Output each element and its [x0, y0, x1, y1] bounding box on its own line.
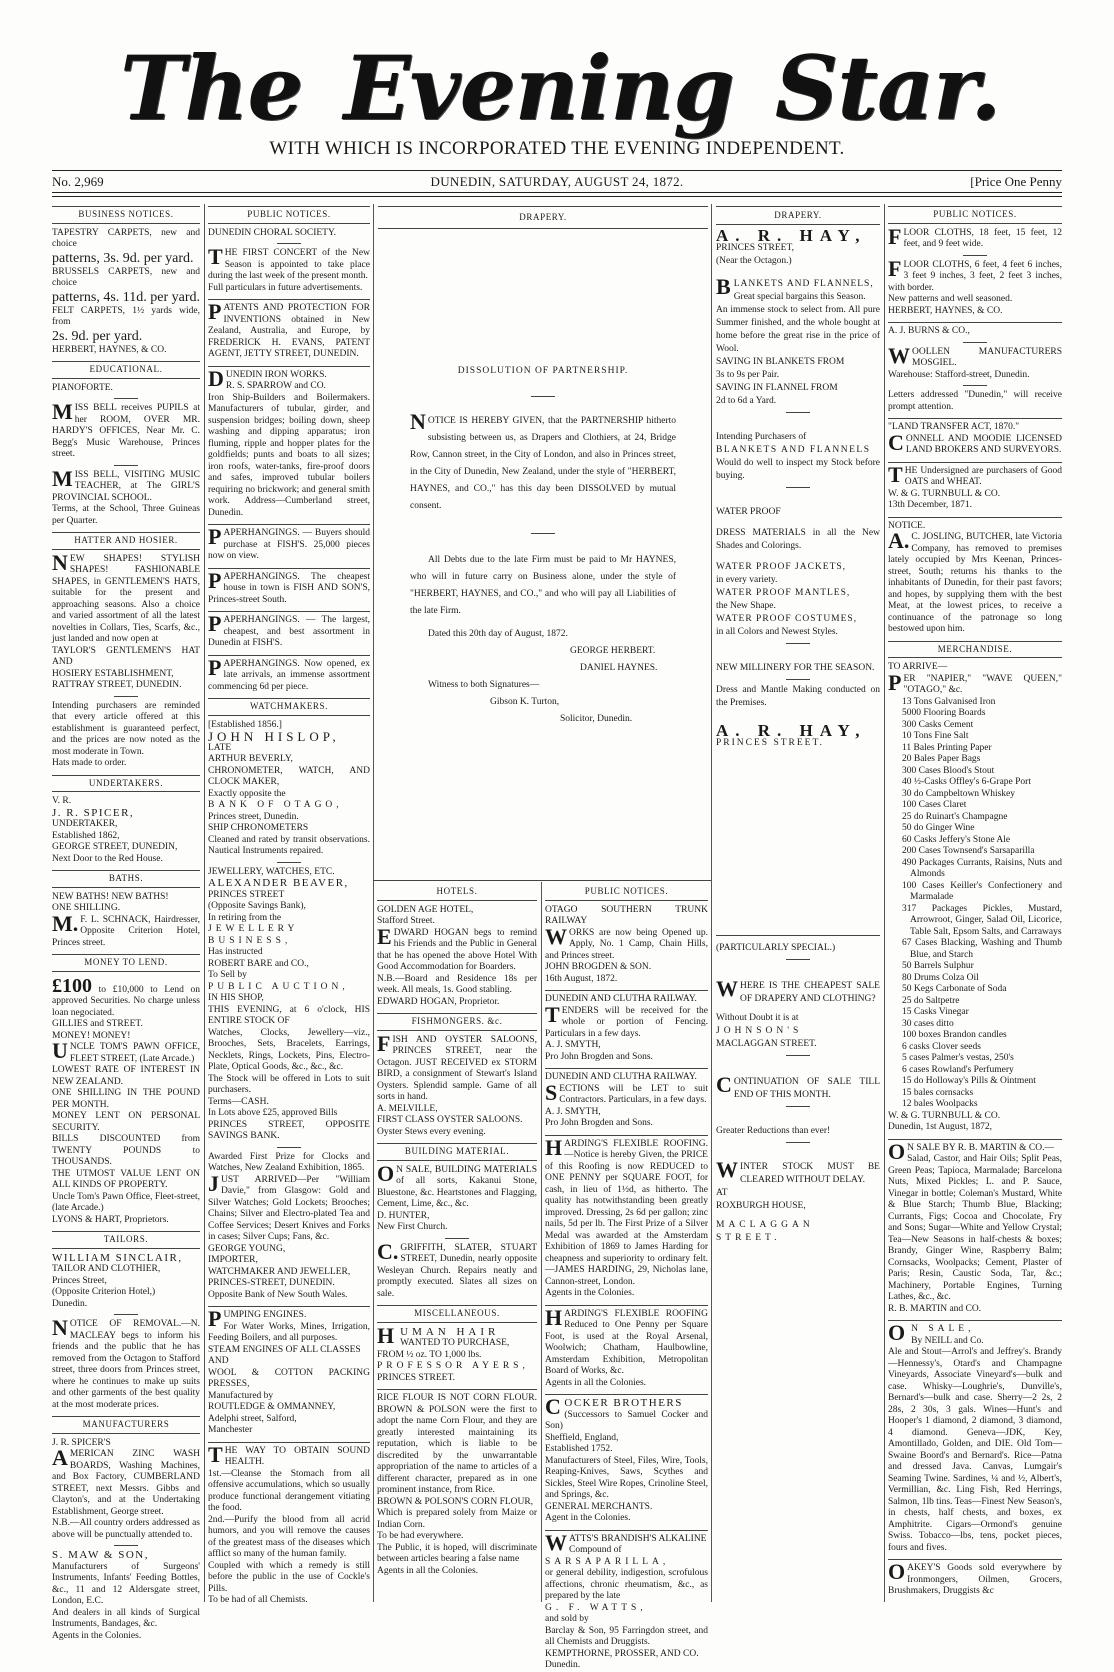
pumping-engines-ad: PUMPING ENGINES. For Water Works, Mines, Irrigation, Feeding Boilers, and all purposes. STEAM ENGINES OF ALL CLASSES AND WOOL & COTTON PACKING PRESSES, Manufactured by ROUTLEDGE & OMMANNEY, Adelphi street, Salford, Manchester	[208, 1306, 370, 1435]
title-word-evening: Evening	[343, 35, 734, 140]
merchandise-item: 20 Bales Paper Bags	[902, 754, 981, 764]
human-hair-ad: HUMAN HAIR WANTED TO PURCHASE, FROM ½ oz. TO 1,000 lbs. PROFESSOR AYERS, PRINCES STREET.	[377, 1322, 529, 1383]
merchandise-item: 50 do Ginger Wine	[902, 823, 975, 833]
merchandise-item: 100 boxes Brandon candles	[902, 1030, 1007, 1040]
column-rule	[373, 204, 374, 1602]
section-heading: BATHS.	[52, 870, 200, 888]
merchandise-item: 25 do Ruinart's Champagne	[902, 811, 1008, 822]
public-notices-column	[545, 884, 708, 1670]
section-heading: HATTER AND HOSIER.	[52, 532, 200, 550]
column-1	[52, 206, 200, 1641]
section-heading: HOTELS.	[377, 884, 537, 901]
martin-sale-ad: ON SALE BY R. B. MARTIN & CO.— Salad, Castor, and Hair Oils; Split Peas, Green Peas; Tapioca, Marmalade; Barcelona Nuts, Mixed Pickles; L. and P. Sauce, Vinegar in bottle; Coleman's Mustard, White & Blue Starch; Thumb Blue, Blacking; Currants, Figs; Cocoa and Chocolate, Fry and Sons; Sugar—White and Yellow Crystal; Tea—New Seasons in half-chests & boxes; Brandy, Ginger Wine, Raspberry Balm; Cornsacks, Woolpacks; Cement, Plaster of Paris; Resin, Caustic Soda, Tar, &c.; Machinery, Portable Engines, Turning Lathes, &c., &c. R. B. MARTIN and CO.	[888, 1138, 1062, 1314]
section-heading: BUILDING MATERIAL.	[377, 1143, 537, 1161]
merchandise-item: 15 Casks Vinegar	[902, 1007, 969, 1017]
money-ad: £100 to £10,000 to Lend on approved Securities. No charge unless loan negociated. GILLIES and STREET. MONEY! MONEY! UNCLE TOM'S PAWN OFFICE, FLEET STREET, (Late Arcade.) LOWEST RATE OF INTEREST IN NEW ZEALAND. ONE SHILLING IN THE POUND PER MONTH. MONEY LENT ON PERSONAL SECURITY. BILLS DISCOUNTED from TWENTY POUNDS to THOUSANDS. THE UTMOST VALUE LENT ON ALL KINDS OF PROPERTY. Uncle Tom's Pawn Office, Fleet-street, (late Arcade.) LYONS & HART, Proprietors.	[52, 974, 200, 1225]
hay-drapery-ad: A. R. HAY, PRINCES STREET, (Near the Octagon.) BLANKETS AND FLANNELS, Great special bargains this Season. An immense stock to select from. All pure Summer finished, and the whole bought at home before the great rise in the price of Wool. SAVING IN BLANKETS FROM 3s to 9s per Pair. SAVING IN FLANNEL FROM 2d to 6d a Yard. Intending Purchasers of BLANKETS AND FLANNELS Would do well to inspect my Stock before buying. WATER PROOF DRESS MATERIALS in all the New Shades and Colorings. WATER PROOF JACKETS, in every variety. WATER PROOF MANTLES, the New Shape. WATER PROOF COSTUMES, in all Colors and Newest Styles. NEW MILLINERY FOR THE SEASON. Dress and Mantle Making conducted on the Premises. A. R. HAY, PRINCES STREET.	[716, 226, 880, 748]
dateline	[52, 172, 1062, 192]
baths-ad: NEW BATHS! NEW BATHS! ONE SHILLING. M.F. L. SCHNACK, Hairdresser, Opposite Criterion Hotel, Princes street.	[52, 891, 200, 948]
issue-price: [Price One Penny	[970, 174, 1062, 189]
merchandise-item: 200 Cases Townsend's Sarsaparilla	[902, 846, 1035, 856]
merchandise-item: 80 Drums Colza Oil	[902, 972, 979, 983]
title-word-the: The	[120, 35, 303, 140]
column-rule	[884, 204, 885, 1602]
carpets-ad: TAPESTRY CARPETS, new and choice patterns, 3s. 9d. per yard. BRUSSELS CARPETS, new and choice patterns, 4s. 11d. per yard. FELT CARPETS, 1½ yards wide, from 2s. 9d. per yard. HERBERT, HAYNES, & CO.	[52, 227, 200, 355]
railway-ad: OTAGO SOUTHERN TRUNK RAILWAY WORKS are now being Opened up. Apply, No. 1 Camp, Chain Hills, and Princes street. JOHN BROGDEN & SON. 16th August, 1872.	[545, 904, 708, 984]
manufacturers-ad: J. R. SPICER'S AMERICAN ZINC WASH BOARDS, Washing Machines, and Box Factory, CUMBERLAND STREET, next Messrs. Gibbs and Clayton's, and at the Undertaking Establishment, George street. N.B.—All country orders addressed as above will be punctually attended to. S. MAW & SON, Manufacturers of Surgeons' Instruments, Infants' Feeding Bottles, &c., 11 and 12 Aldersgate street, London, E.C. And dealers in all kinds of Surgical Instruments, Bandages, &c. Agents in the Colonies.	[52, 1437, 200, 1641]
health-ad: THE WAY TO OBTAIN SOUND HEALTH. 1st.—Cleanse the Stomach from all offensive accumulations, which so usually produce functional derangement vitiating the food. 2nd.—Purify the blood from all acrid humors, and you will remove the causes of the greatest mass of the diseases which afflict so many of the human family. Coupled with which a remedy is still before the public in the use of Cockle's Pills. To be had of all Chemists.	[208, 1441, 370, 1605]
corn-flour-ad: RICE FLOUR IS NOT CORN FLOUR. BROWN & POLSON were the first to adopt the name Corn Flour, and they are greatly interested maintaining its reputation, which is liable to be discredited by the unwarrantable appropriation of the name to articles of a different character, prepared as in one prominent instance, from Rice. BROWN & POLSON'S CORN FLOUR, Which is prepared solely from Maize or Indian Corn. To be had everywhere. The Public, it is hoped, will discriminate between articles bearing a false name Agents in all the Colonies.	[377, 1389, 537, 1577]
merchandise-item: 60 Casks Jeffery's Stone Ale	[902, 834, 1011, 845]
drapery-bottom-rule	[373, 880, 711, 881]
column-rule	[541, 882, 542, 1602]
merchandise-item: 300 Casks Cement	[902, 719, 974, 730]
merchandise-item: 10 Tons Fine Salt	[902, 731, 969, 741]
merchandise-item: 5 cases Palmer's vestas, 250's	[902, 1053, 1014, 1063]
column-5	[888, 206, 1062, 1602]
undertaker-ad: V. R. J. R. SPICER, UNDERTAKER, Established 1862, GEORGE STREET, DUNEDIN, Next Door to the Red House.	[52, 796, 178, 864]
merchandise-item: 6 casks Clover seeds	[902, 1041, 981, 1052]
section-heading: MONEY TO LEND.	[52, 954, 200, 972]
merchandise-item: 40 ½-Casks Offley's 6-Grape Port	[902, 777, 1031, 787]
section-heading: FISHMONGERS. &c.	[377, 1013, 537, 1031]
hatter-ad: NEW SHAPES! STYLISH SHAPES! FASHIONABLE SHAPES, in GENTLEMEN'S HATS, suitable for the present and approaching seasons. Also a choice and varied assortment of all the latest novelties in Collars, Ties, Scarfs, &c., just landed and now open at TAYLOR'S GENTLEMEN'S HAT AND HOSIERY ESTABLISHMENT, RATTRAY STREET, DUNEDIN. Intending purchasers are reminded that every article offered at this establishment is guaranteed perfect, and the prices are now noted as the most moderate in Town. Hats made to order.	[52, 549, 200, 768]
sarsaparilla-ad: WATTS'S BRANDISH'S ALKALINE Compound of SARSAPARILLA, or general debility, indigestion, scrofulous affections, chronic rheumatism, &c., as prepared by the late G. F. WATTS, and sold by Barclay & Son, 95 Farringdon street, and all Chemists and Druggists. KEMPTHORNE, PROSSER, AND CO. Dunedin.	[545, 1529, 708, 1670]
section-heading: WATCHMAKERS.	[208, 698, 370, 716]
section-heading: DRAPERY.	[378, 206, 708, 229]
clutha-railway-ad-2: DUNEDIN AND CLUTHA RAILWAY. SECTIONS will be LET to suit Contractors. Particulars, in a few days. A. J. SMYTH, Pro John Brogden and Sons.	[545, 1068, 708, 1130]
oyster-saloon-ad: FISH AND OYSTER SALOONS, PRINCES STREET, near the Octagon. JUST RECEIVED ex STORM BIRD, a consignment of Stewart's Island Oysters. Splendid sample. Game of all sorts in hand. A. MELVILLE, FIRST CLASS OYSTER SALOONS. Oyster Stews every evening.	[377, 1030, 537, 1137]
dateline-rule	[52, 192, 1062, 193]
merchandise-item: 30 cases ditto	[902, 1018, 954, 1029]
merchandise-item: 67 Cases Blacking, Washing and Thumb Blue, and Starch	[902, 938, 1062, 960]
paperhangings-ad: PAPERHANGINGS. The cheapest house in town is FISH AND SON'S, Princes-street South.	[208, 567, 370, 605]
section-heading: MANUFACTURERS	[52, 1416, 200, 1434]
drapery-notice: DRAPERY. DISSOLUTION OF PARTNERSHIP. NOTICE IS HEREBY GIVEN, that the PARTNERSHIP hitherto subsisting between us, as Drapers and Clothiers, at 24, Bridge Row, Cannon street, in the City of London, and also in Princes street, in the City of Dunedin, New Zealand, under the style of "HERBERT, HAYNES, and CO.," has this day been DISSOLVED by mutual consent. All Debts due to the late Firm must be paid to Mr HAYNES, who will in future carry on Business alone, under the style of "HERBERT, HAYNES, and CO.," and who will pay all Liabilities of the late Firm. Dated this 20th day of August, 1872. GEORGE HERBERT. DANIEL HAYNES. Witness to both Signatures— Gibson K. Turton, Solicitor, Dunedin.	[378, 206, 708, 878]
merchandise-item: 100 Cases Keiller's Confectionery and Marmalade	[902, 880, 1062, 902]
merchandise-item: 11 Bales Printing Paper	[902, 742, 992, 753]
butcher-notice: NOTICE. A.C. JOSLING, BUTCHER, late Victoria Company, has removed to premises lately occupied by Mrs Keenan, Princes-street, South; returns his thanks to the inhabitants of Dunedin, for their past favors; and hopes, by supplying them with the best Meat, at the lowest prices, to receive a continuance of the patronage so long bestowed upon him.	[888, 517, 1062, 636]
oats-ad: THE Undersigned are purchasers of Good OATS and WHEAT. W. & G. TURNBULL & CO. 13th December, 1871.	[888, 461, 1062, 510]
merchandise-item: 317 Packages Pickles, Mustard, Arrowroot, Ginger, Salad Oil, Licorice, Table Salt, Epsom Salts, and Carraways	[902, 903, 1062, 937]
merchandise-item: 30 do Campbeltown Whiskey	[902, 788, 1016, 799]
merchandise-item: 6 cases Rowland's Perfumery	[902, 1064, 1014, 1075]
roofing-ad-2: HARDING'S FLEXIBLE ROOFING Reduced to One Penny per Square Foot, is used at the Royal Arsenal, Woolwich; Chatham, Haulbowline, Amsterdam Exhibition, Metropolitan Board of Works, &c. Agents in all the Colonies.	[545, 1304, 708, 1388]
choral-society-ad: DUNEDIN CHORAL SOCIETY. THE FIRST CONCERT of the New Season is appointed to take place during the last week of the present month. Full particulars in future advertisements.	[208, 227, 370, 293]
merchandise-item: 13 Tons Galvanised Iron	[902, 696, 996, 707]
land-transfer-ad: "LAND TRANSFER ACT, 1870." CONNELL AND MOODIE LICENSED LAND BROKERS AND SURVEYORS.	[888, 418, 1062, 457]
merchandise-item: 25 do Saltpetre	[902, 995, 960, 1006]
dateline-rule-2	[52, 196, 1062, 197]
merchandise-item: 100 Cases Claret	[902, 800, 967, 810]
section-heading: MISCELLANEOUS.	[377, 1305, 537, 1323]
issue-date: DUNEDIN, SATURDAY, AUGUST 24, 1872.	[430, 174, 684, 189]
paperhangings-ad: PAPERHANGINGS. — The largest, cheapest, and best assortment in Dunedin at FISH'S.	[208, 611, 370, 648]
section-heading: PUBLIC NOTICES.	[888, 206, 1062, 224]
merchandise-item: 300 Cases Blood's Stout	[902, 765, 995, 776]
roofing-ad: HARDING'S FLEXIBLE ROOFING. —Notice is hereby Given, the PRICE of this Roofing is now REDUCED to ONE PENNY per SQUARE FOOT, for cash, in lieu of 1½d, as hitherto. The quality has notwithstanding been greatly improved. Dressing, 2s 6d per gallon; zinc nails, 5d per lb. The First Prize of a Silver Medal was awarded at the Amsterdam Exhibition of 1869 to James Harding for cheapness and superiority to ordinary felt.—JAMES HARDING, 29, Nicholas lane, Cannon-street, London. Agents in the Colonies.	[545, 1134, 708, 1298]
section-heading: DRAPERY.	[716, 206, 880, 225]
title-word-star: Star.	[774, 35, 1000, 140]
oakey-ad: OAKEY'S Goods sold everywhere by Ironmongers, Oilmen, Grocers, Brushmakers, Druggists &c	[888, 1559, 1062, 1596]
section-heading: MERCHANDISE.	[888, 641, 1062, 659]
merchandise-item: 5000 Flooring Boards	[902, 708, 986, 718]
iron-works-ad: DUNEDIN IRON WORKS. R. S. SPARROW and CO. Iron Ship-Builders and Boilermakers. Manufacturers of tubular, girder, and suspension bridges; boiling down, sheep washing and dipping apparatus; iron fluming, ripple and hopper plates for the goldfields; punts and boats to all sizes; iron roofs, water-tanks, fire-proof doors and safes, improved tubular boilers requiring no brickwork; and general smith work. Address—Cumberland street, Dunedin.	[208, 365, 370, 518]
section-heading: PUBLIC NOTICES.	[208, 206, 370, 224]
cocker-brothers-ad: COCKER BROTHERS (Successors to Samuel Cocker and Son) Sheffield, England, Established 1752. Manufacturers of Steel, Files, Wire, Tools, Reaping-Knives, Saws, Scythes and Sickles, Steel Wire Ropes, Crinoline Steel, and Springs, &c. GENERAL MERCHANTS. Agent in the Colonies.	[545, 1394, 708, 1523]
column-rule	[711, 204, 712, 1602]
merchandise-item: 490 Packages Currants, Raisins, Nuts and Almonds	[902, 857, 1062, 879]
woollen-ad: A. J. BURNS & CO., WOOLLEN MANUFACTURERS MOSGIEL. Warehouse: Stafford-street, Dunedin. Letters addressed "Dunedin," will receive prompt attention.	[888, 322, 1062, 413]
merchandise-ad: TO ARRIVE— PER "NAPIER," "WAVE QUEEN," "OTAGO," &c. 13 Tons Galvanised Iron 5000 Flooring Boards 300 Casks Cement 10 Tons Fine Salt 11 Bales Printing Paper 20 Bales Paper Bags 300 Cases Blood's Stout 40 ½-Casks Offley's 6-Grape Port 30 do Campbeltown Whiskey 100 Cases Claret 25 do Ruinart's Champagne 50 do Ginger Wine 60 Casks Jeffery's Stone Ale 200 Cases Townsend's Sarsaparilla 490 Packages Currants, Raisins, Nuts and Almonds 100 Cases Keiller's Confectionery and Marmalade 317 Packages Pickles, Mustard, Arrowroot, Ginger, Salad Oil, Licorice, Table Salt, Epsom Salts, and Carraways 67 Cases Blacking, Washing and Thumb Blue, and Starch 50 Barrels Sulphur 80 Drums Colza Oil 50 Kegs Carbonate of Soda 25 do Saltpetre 15 Casks Vinegar 30 cases ditto 100 boxes Brandon candles 6 casks Clover seeds 5 cases Palmer's vestas, 250's 6 cases Rowland's Perfumery 15 do Holloway's Pills & Ointment 15 bales cornsacks 12 bales Woolpacks W. & G. TURNBULL & CO. Dunedin, 1st August, 1872,	[888, 662, 1062, 1132]
clutha-railway-ad: DUNEDIN AND CLUTHA RAILWAY. TENDERS will be received for the whole or portion of Fencing. Particulars in a few days. A. J. SMYTH, Pro John Brogden and Sons.	[545, 990, 708, 1063]
column-4	[716, 206, 880, 1602]
patents-ad: PATENTS AND PROTECTION FOR INVENTIONS obtained in New Zealand, Australia, and Europe, by FREDERICK H. EVANS, PATENT AGENT, JETTY STREET, DUNEDIN.	[208, 299, 370, 359]
paperhangings-ad: PAPERHANGINGS. Now opened, ex late arrivals, an immense assortment commencing 6d per piece.	[208, 654, 370, 692]
johnsons-sale-ad: (PARTICULARLY SPECIAL.) WHERE IS THE CHEAPEST SALE OF DRAPERY AND CLOTHING? Without Doubt it is at JOHNSON'S MACLAGGAN STREET. CONTINUATION OF SALE TILL END OF THIS MONTH. Greater Reductions than ever! WINTER STOCK MUST BE CLEARED WITHOUT DELAY. AT ROXBURGH HOUSE, MACLAGGAN STREET.	[716, 935, 880, 1245]
tailor-ad: WILLIAM SINCLAIR, TAILOR AND CLOTHIER, Princes Street, (Opposite Criterion Hotel,) Dunedin. NOTICE OF REMOVAL.—N. MACLEAY begs to inform his friends and the public that he has removed from the Octagon to Stafford street, three doors from Princes street, where he continues to make up suits and other garments of the best quality at the most moderate prices.	[52, 1251, 200, 1410]
section-heading: PUBLIC NOTICES.	[545, 884, 708, 901]
section-heading: EDUCATIONAL.	[52, 361, 200, 379]
subtitle: WITH WHICH IS INCORPORATED THE EVENING INDEPENDENT.	[269, 138, 845, 159]
merchandise-item: 12 bales Woolpacks	[902, 1099, 978, 1109]
floor-cloths-ad: FLOOR CLOTHS, 18 feet, 15 feet, 12 feet, and 9 feet wide. FLOOR CLOTHS, 6 feet, 4 feet 6 inches, 3 feet 9 inches, 3 feet, 2 feet 3 inches, with border. New patterns and well seasoned. HERBERT, HAYNES, & CO.	[888, 223, 1062, 316]
neill-sale-ad: ON SALE, By NEILL and Co. Ale and Stout—Arrol's and Jeffrey's. Brandy—Hennessy's, Otard's and Champagne Vineyards, Associate Vineyard's—bulk and case. Whisky—Loughrie's, Dunville's, Bernard's—bulk and case. Sherry—2 2s, 2 28s, 2 30s, 3 gals. Wines—Hunt's and Hooper's 1 diamond, 2 diamond, 3 diamond, 4 diamond. Geneva—JDK, Key, Amontillado, Golden, and DIE. Old Tom—Swaine Boord's and Bernard's. Rice—Patna and dressed Java. Canvas, Lumgair's Seaming Twine. Sardines, ¼ and ½, Albert's, Vermillian, &c. Ling Fish, Red Herrings, Salmon, 1lb tins. Teas—Finest New Season's, in chests, half chests, and boxes, ex Amphitrite. Cigars—Ormond's genuine Swiss. Tobacco—lbs, tens, pocket pieces, fours and fives.	[888, 1320, 1062, 1553]
merchandise-list	[888, 697, 1062, 1111]
golden-age-hotel-ad: GOLDEN AGE HOTEL, Stafford Street. EDWARD HOGAN begs to remind his Friends and the Public in General that he has opened the above Hotel With Good Accommodation for Boarders. N.B.—Board and Residence 18s per week. All meals, 1s. Good stabling. EDWARD HOGAN, Proprietor.	[377, 904, 537, 1007]
column-rule	[204, 204, 205, 1602]
merchandise-item: 50 Barrels Sulphur	[902, 961, 974, 971]
merchandise-item: 50 Kegs Carbonate of Soda	[902, 984, 1007, 994]
section-heading: UNDERTAKERS.	[52, 775, 200, 793]
paperhangings-ad: PAPERHANGINGS. — Buyers should purchase at FISH'S. 25,000 pieces now on view.	[208, 524, 370, 561]
column-2	[208, 206, 370, 1605]
section-heading: BUSINESS NOTICES.	[52, 206, 200, 224]
dissolution-title: DISSOLUTION OF PARTNERSHIP.	[457, 366, 629, 376]
section-heading: TAILORS.	[52, 1231, 200, 1249]
pianoforte-ad: PIANOFORTE. MISS BELL receives PUPILS at her ROOM, OVER MR. HARDY'S OFFICES, Near Mr. C. Begg's Music Warehouse, Princes street. MISS BELL, VISITING MUSIC TEACHER, at The GIRL'S PROVINCIAL SCHOOL. Terms, at the School, Three Guineas per Quarter.	[52, 382, 200, 526]
merchandise-item: 15 do Holloway's Pills & Ointment	[902, 1076, 1036, 1086]
top-rule	[52, 170, 1062, 171]
merchandise-item: 15 bales cornsacks	[902, 1087, 974, 1098]
issue-number: No. 2,969	[52, 174, 104, 189]
newspaper-title	[120, 35, 1000, 140]
hotels-column	[377, 884, 537, 1600]
watchmaker-ad: [Established 1856.] JOHN HISLOP, LATE ARTHUR BEVERLY, CHRONOMETER, WATCH, AND CLOCK MAKER, Exactly opposite the BANK OF OTAGO, Princes street, Dunedin. SHIP CHRONOMETERS Cleaned and rated by transit observations. Nautical Instruments repaired. JEWELLERY, WATCHES, ETC. ALEXANDER BEAVER, PRINCES STREET (Opposite Savings Bank), In retiring from the JEWELLERY BUSINESS, Has instructed ROBERT BARE and CO., To Sell by PUBLIC AUCTION, IN HIS SHOP, THIS EVENING, at 6 o'clock, HIS ENTIRE STOCK OF Watches, Clocks, Jewellery—viz., Brooches, Sets, Bracelets, Earrings, Necklets, Rings, Lockets, Pins, Electro-Plate, Optical Goods, &c., &c., &c. The Stock will be offered in Lots to suit purchasers. Terms—CASH. In Lots above £25, approved Bills PRINCES STREET, OPPOSITE SAVINGS BANK. Awarded First Prize for Clocks and Watches, New Zealand Exhibition, 1865. JUST ARRIVED—Per "William Davie," from Glasgow: Gold and Silver Watches; Gold Lockets; Brooches; Chains; Silver and Electro-plated Tea and Coffee Services; Desert Knives and Forks in cases; Silver Cups; Fans, &c. GEORGE YOUNG, IMPORTER, WATCHMAKER AND JEWELLER, PRINCES-STREET, DUNEDIN. Opposite Bank of New South Wales.	[208, 719, 370, 1300]
building-material-ad: ON SALE, BUILDING MATERIALS of all sorts, Kakanui Stone, Bluestone, &c. Heartstones and Flagging, Cement, Lime, &c., &c. D. HUNTER, New First Church. C.GRIFFITH, SLATER, STUART STREET, Dunedin, nearly opposite Wesleyan Church. Repairs neatly and promptly executed. Slates all sizes on sale.	[377, 1160, 537, 1299]
